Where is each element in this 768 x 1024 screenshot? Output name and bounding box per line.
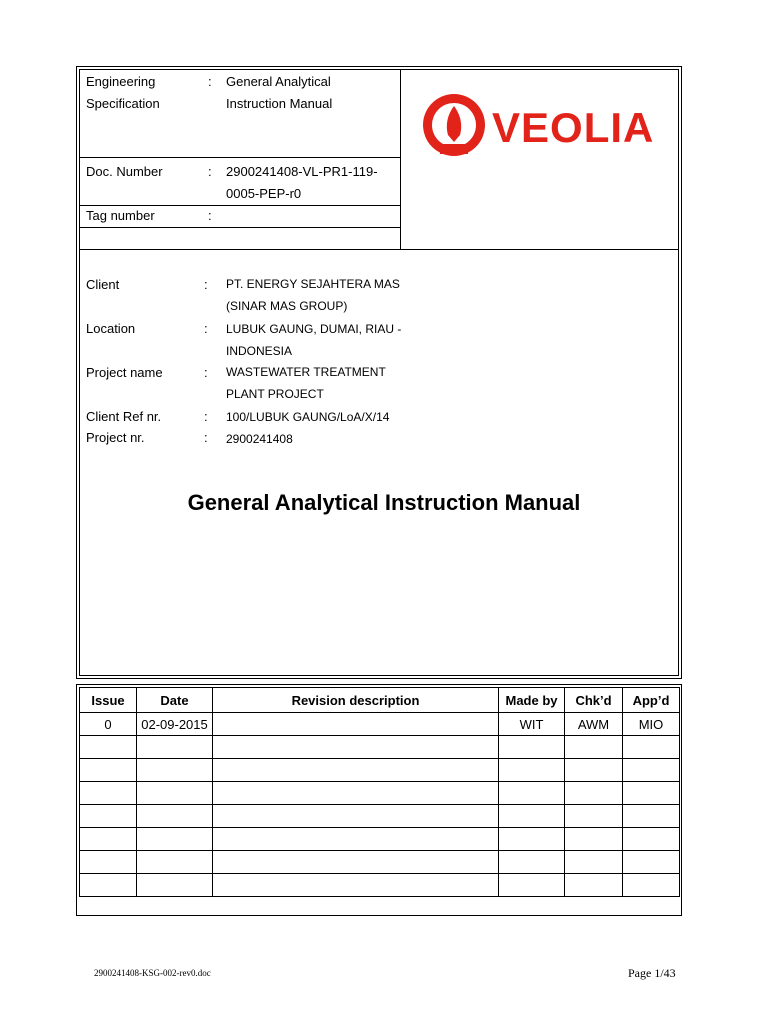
cell bbox=[499, 874, 565, 897]
header-row-line-3 bbox=[79, 227, 400, 228]
cell bbox=[213, 828, 499, 851]
cell bbox=[499, 851, 565, 874]
location-value-2: INDONESIA bbox=[226, 344, 293, 358]
cell bbox=[623, 805, 680, 828]
table-row bbox=[80, 759, 680, 782]
veolia-logo-text: VEOLIA bbox=[492, 104, 655, 151]
client-colon: : bbox=[204, 277, 208, 292]
location-value-1: LUBUK GAUNG, DUMAI, RIAU - bbox=[226, 322, 402, 336]
cell bbox=[623, 736, 680, 759]
cell bbox=[499, 782, 565, 805]
table-row bbox=[80, 736, 680, 759]
col-date: Date bbox=[137, 688, 213, 713]
header-divider bbox=[400, 69, 401, 249]
cell-made-by: WIT bbox=[499, 713, 565, 736]
cell bbox=[137, 736, 213, 759]
cell bbox=[80, 759, 137, 782]
cell bbox=[213, 782, 499, 805]
client-ref-value: 100/LUBUK GAUNG/LoA/X/14 bbox=[226, 410, 390, 424]
cell-date: 02-09-2015 bbox=[137, 713, 213, 736]
veolia-logo bbox=[418, 90, 666, 160]
cell bbox=[565, 874, 623, 897]
cell bbox=[137, 782, 213, 805]
eng-spec-label-1: Engineering bbox=[86, 74, 156, 89]
cell-issue: 0 bbox=[80, 713, 137, 736]
cell-checked: AWM bbox=[565, 713, 623, 736]
cell bbox=[565, 805, 623, 828]
doc-number-value-1: 2900241408-VL-PR1-119- bbox=[226, 164, 378, 179]
cell bbox=[565, 851, 623, 874]
footer-page-number: Page 1/43 bbox=[628, 966, 676, 980]
table-row bbox=[80, 805, 680, 828]
cell bbox=[213, 805, 499, 828]
eng-spec-value-1: General Analytical bbox=[226, 74, 331, 89]
client-label: Client bbox=[86, 277, 120, 292]
eng-spec-colon: : bbox=[208, 74, 212, 89]
doc-number-colon: : bbox=[208, 164, 212, 179]
table-row bbox=[80, 828, 680, 851]
project-name-value-1: WASTEWATER TREATMENT bbox=[226, 365, 386, 379]
col-approved: App’d bbox=[623, 688, 680, 713]
cell bbox=[80, 805, 137, 828]
cell bbox=[623, 782, 680, 805]
doc-number-label: Doc. Number bbox=[86, 164, 163, 179]
client-ref-colon: : bbox=[204, 409, 208, 424]
table-row bbox=[80, 782, 680, 805]
client-ref-label: Client Ref nr. bbox=[86, 409, 162, 424]
tag-number-label: Tag number bbox=[86, 208, 155, 223]
doc-number-value-2: 0005-PEP-r0 bbox=[226, 186, 302, 201]
cell bbox=[213, 736, 499, 759]
document-title: General Analytical Instruction Manual bbox=[187, 490, 581, 515]
cell bbox=[137, 805, 213, 828]
col-revision-description: Revision description bbox=[213, 688, 499, 713]
cell bbox=[565, 828, 623, 851]
header-bottom-line bbox=[79, 249, 679, 250]
project-name-value-2: PLANT PROJECT bbox=[226, 387, 324, 401]
cell bbox=[80, 782, 137, 805]
cell bbox=[80, 828, 137, 851]
cell bbox=[137, 759, 213, 782]
tag-number-colon: : bbox=[208, 208, 212, 223]
table-row bbox=[80, 851, 680, 874]
col-checked: Chk’d bbox=[565, 688, 623, 713]
cell bbox=[565, 782, 623, 805]
cell bbox=[80, 851, 137, 874]
eng-spec-label-2: Specification bbox=[86, 96, 160, 111]
cell bbox=[499, 828, 565, 851]
revision-table bbox=[79, 687, 680, 897]
cell bbox=[499, 736, 565, 759]
cell bbox=[623, 851, 680, 874]
cell bbox=[213, 874, 499, 897]
cell bbox=[623, 874, 680, 897]
col-made-by: Made by bbox=[499, 688, 565, 713]
cell bbox=[499, 759, 565, 782]
client-value-2: (SINAR MAS GROUP) bbox=[226, 299, 348, 313]
location-colon: : bbox=[204, 321, 208, 336]
location-label: Location bbox=[86, 321, 136, 336]
revision-header-row bbox=[80, 688, 680, 713]
cell bbox=[80, 736, 137, 759]
cell-description bbox=[213, 713, 499, 736]
cell bbox=[499, 805, 565, 828]
header-row-line-1 bbox=[79, 157, 400, 158]
table-row bbox=[80, 713, 680, 736]
cell bbox=[80, 874, 137, 897]
cell bbox=[565, 759, 623, 782]
cell bbox=[623, 759, 680, 782]
cell bbox=[565, 736, 623, 759]
cell-approved: MIO bbox=[623, 713, 680, 736]
cell bbox=[213, 851, 499, 874]
cell bbox=[137, 828, 213, 851]
eng-spec-value-2: Instruction Manual bbox=[226, 96, 333, 111]
project-name-label: Project name bbox=[86, 365, 163, 380]
project-name-colon: : bbox=[204, 365, 208, 380]
project-nr-label: Project nr. bbox=[86, 430, 145, 445]
footer-filename: 2900241408-KSG-002-rev0.doc bbox=[94, 968, 211, 978]
table-row bbox=[80, 874, 680, 897]
cell bbox=[137, 874, 213, 897]
project-nr-value: 2900241408 bbox=[226, 432, 293, 446]
cell bbox=[623, 828, 680, 851]
col-issue: Issue bbox=[80, 688, 137, 713]
client-value-1: PT. ENERGY SEJAHTERA MAS bbox=[226, 277, 400, 291]
cell bbox=[213, 759, 499, 782]
project-nr-colon: : bbox=[204, 430, 208, 445]
cell bbox=[137, 851, 213, 874]
